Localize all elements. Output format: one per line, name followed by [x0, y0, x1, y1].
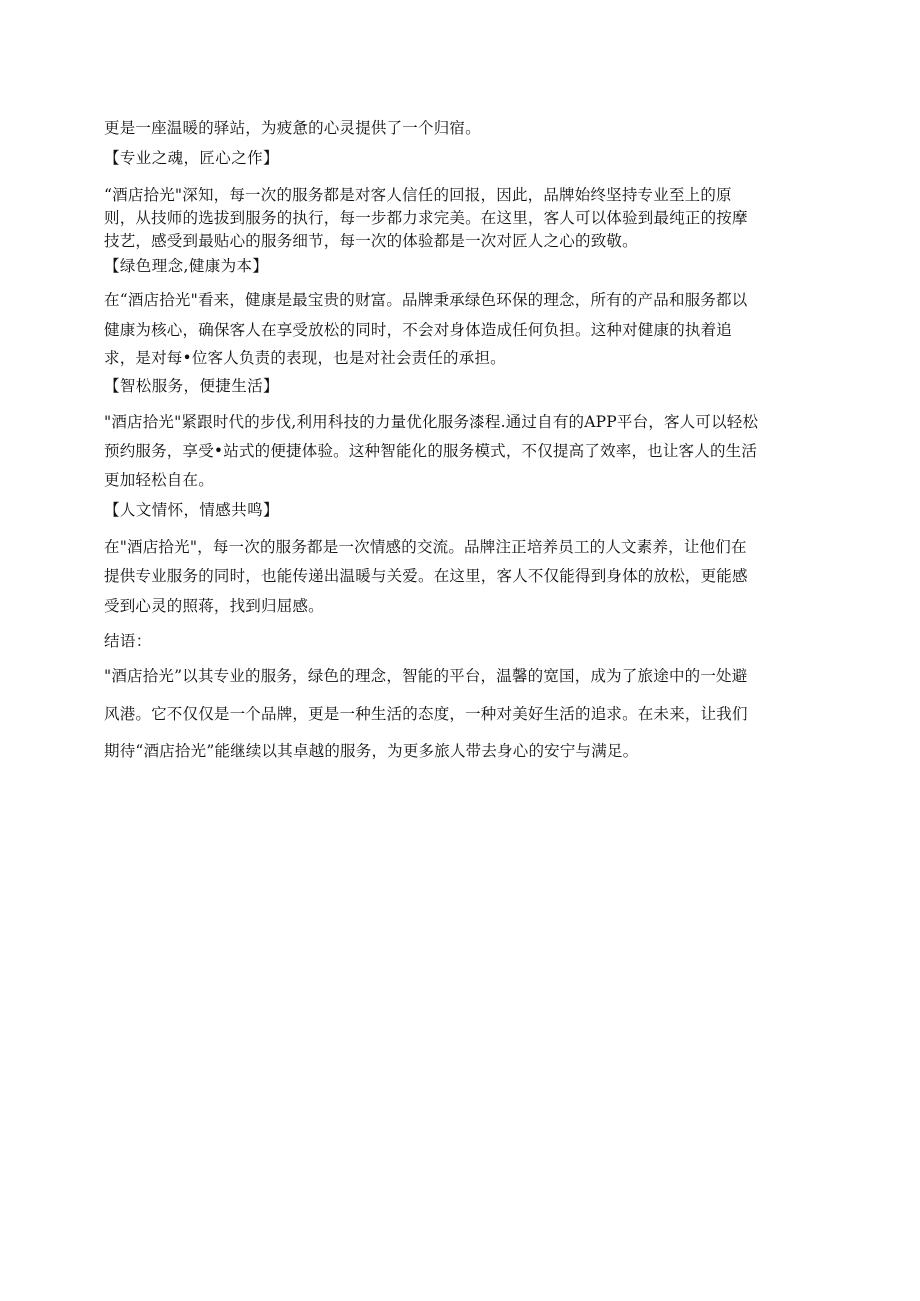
section-heading-professional: 【专业之魂，匠心之作】 — [104, 149, 279, 167]
paragraph-line: 更加轻松自在。 — [104, 471, 214, 489]
paragraph-line: 风港。它不仅仅是一个品牌，更是一种生活的态度，一种对美好生活的追求。在未来，让我们 — [104, 705, 748, 723]
paragraph-line: 期待“酒店拾光”能继续以其卓越的服务，为更多旅人带去身心的安宁与满足。 — [104, 742, 639, 760]
paragraph-line: 预约服务，享受•站式的便捷体验。这种智能化的服务模式，不仅提高了效率，也让客人的生活 — [104, 442, 758, 460]
paragraph-line: 提供专业服务的同时，也能传递出温暖与关爱。在这里，客人不仅能得到身体的放松，更能感 — [104, 567, 748, 585]
paragraph-line: 健康为核心，确保客人在享受放松的同时，不会对身体造成任何负担。这种对健康的执着追 — [104, 321, 733, 339]
intro-tail-text: 更是一座温暖的驿站，为疲惫的心灵提供了一个归宿。 — [104, 119, 481, 137]
paragraph-line: 在“酒店拾光"看来，健康是最宝贵的财富。品牌秉承绿色环保的理念，所有的产品和服务都以 — [104, 291, 748, 309]
paragraph-line: “酒店拾光"深知，每一次的服务都是对客人信任的回报，因此，品牌始终坚持专业至上的原 — [104, 186, 732, 204]
section-heading-green: 【绿色理念,健康为本】 — [104, 257, 269, 275]
paragraph-line: 在"酒店拾光"，每一次的服务都是一次情感的交流。品牌注正培养员工的人文素养，让他们在 — [104, 538, 747, 556]
paragraph-line: 则，从技师的选拔到服务的执行，每一步都力求完美。在这里，客人可以体验到最纯正的按摩 — [104, 209, 748, 227]
paragraph-line: 求，是对每•位客人负责的表现，也是对社会责任的承担。 — [104, 349, 506, 367]
paragraph-line: 受到心灵的照蒋，找到归屈感。 — [104, 597, 324, 615]
paragraph-line: 技艺，感受到最贴心的服务细节，每一次的体验都是一次对匠人之心的致敬。 — [104, 232, 638, 250]
paragraph-line: "酒店拾光”以其专业的服务，绿色的理念，智能的平台，温馨的宽国，成为了旅途中的一处避 — [104, 667, 748, 685]
section-heading-smart: 【智松服务，便捷生活】 — [104, 377, 279, 395]
paragraph-line: "酒店拾光"紧跟时代的步伐,利用科技的力量优化服务漆程.通过自有的APP平台，客人可以轻松 — [104, 413, 759, 431]
section-heading-humanities: 【人文情怀，情感共鸣】 — [104, 501, 279, 519]
section-heading-conclusion: 结语： — [104, 632, 152, 650]
